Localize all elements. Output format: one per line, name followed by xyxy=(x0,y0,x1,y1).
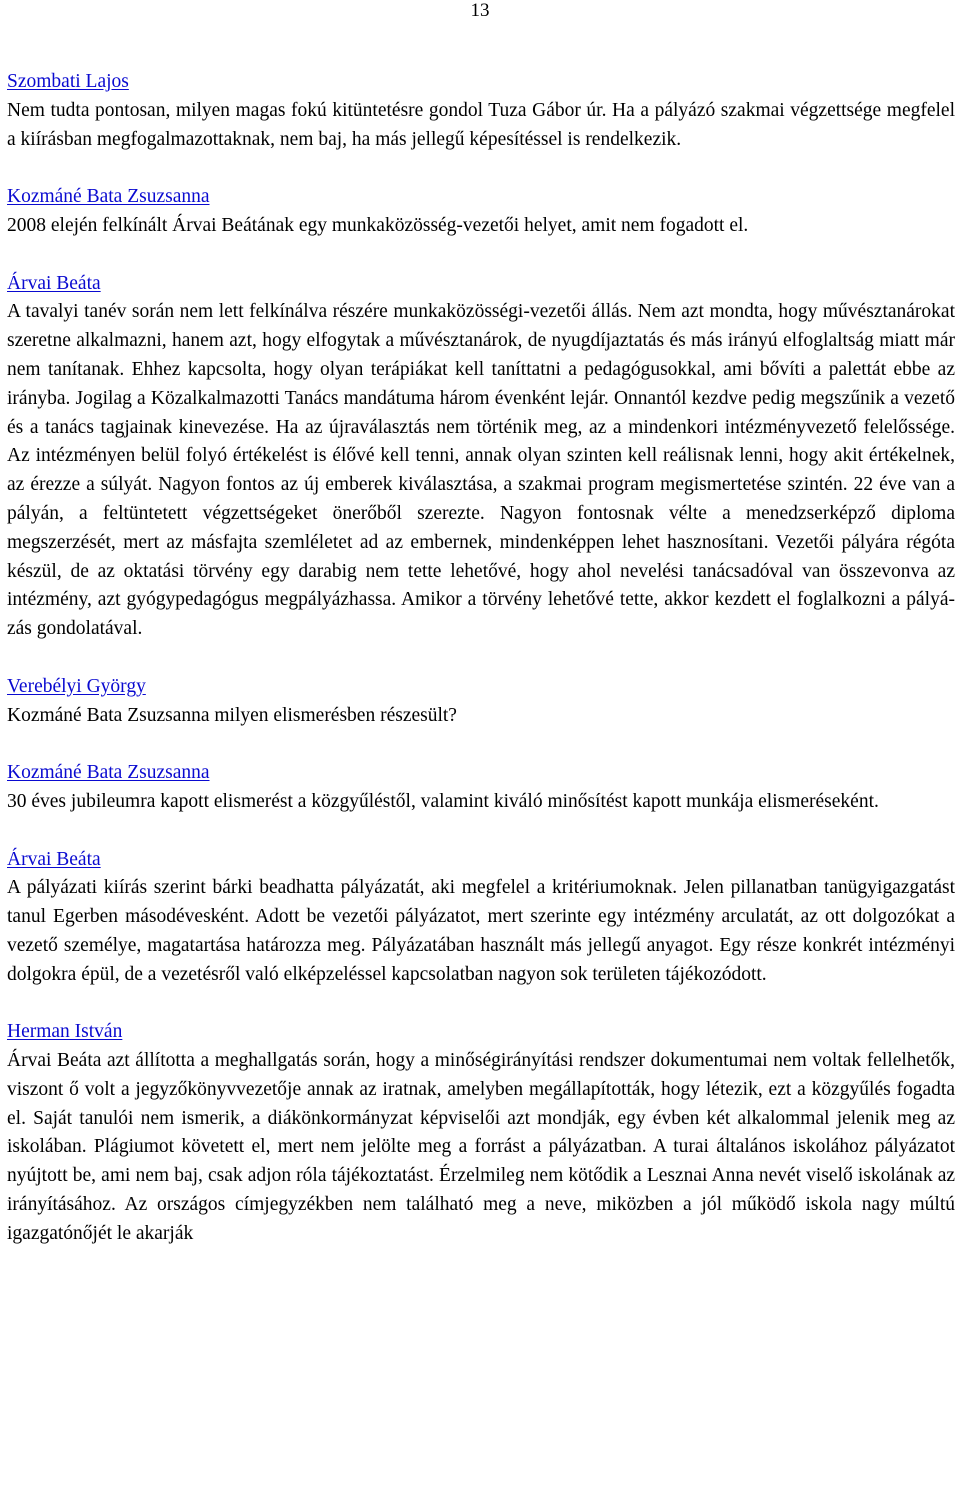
speech-section xyxy=(7,1018,955,1248)
speech-section xyxy=(7,270,955,644)
speaker-name: Kozmáné Bata Zsuzsanna xyxy=(7,762,210,784)
speaker-name: Árvai Beáta xyxy=(7,272,101,294)
speech-section xyxy=(7,846,955,990)
speech-text: 2008 elején felkínált Árvai Beátának egy munkaközösség-vezetői helyet, amit nem fogadott el. xyxy=(7,214,749,236)
speech-text: 30 éves jubileumra kapott elismerést a közgyűléstől, valamint kiváló minősítést kapott munkája elismeréseként. xyxy=(7,790,879,812)
speech-text: Árvai Beáta azt állította a meghallgatás során, hogy a minőségirányítási rendszer dokumentumai nem voltak fellelhetők, viszont ő volt a jegyzőkönyvvezetője annak az iratnak, amelyben megállapították, hogy létezik, ezt a közgyűlés fogadta el. Saját tanulói nem ismerik, a diákönkormányzat képviselői azt mondják, egy évben két alkalommal jelenik meg az iskolában. Plágiumot követett el, mert nem jelölte meg a forrást a pályázatban. A turai általános iskolához pályázatot nyújtott be, ami nem baj, csak adjon róla tájékoztatást. Érzelmileg nem kötődik a Lesznai Anna nevét viselő iskolának az irányításához. Az országos címjegyzékben nem található meg a neve, miközben a jól működő iskola nagy múltú igazgatónőjét le akarják xyxy=(7,1050,955,1244)
speech-text: Kozmáné Bata Zsuzsanna milyen elismerésben részesült? xyxy=(7,704,457,726)
speech-text: A tavalyi tanév során nem lett felkínálva részére munkaközösségi-vezetői állás. Nem azt mondta, hogy művésztanárokat szeretne alkalmazni, hanem azt, hogy elfogytak a művésztanárok, de nyugdíjaztatás és más irányú elfoglaltság miatt már nem tanítanak. Ehhez kapcsolta, hogy olyan terápiákat kell taníttatni a pedagógusokkal, ami bővíti a palettát ebbe az irányba. Jogilag a Közalkalmazotti Tanács mandátuma három évenként lejár. Onnantól kezdve pedig megszűnik a vezető és a tanács tagjainak kinevezése. Ha az újraválasztás nem történik meg, az a mindenkori intézményvezető felelőssége. Az intézményen belül folyó értékelést is élővé kell tenni, annak olyan szinten kell reálisnak lenni, hogy akit értékelnek, az érezze a súlyát. Nagyon fontos az új emberek kiválasztása, a szakmai program megismertetése szintén. 22 éve van a pályán, a feltüntetett végzettségeket önerőből szerezte. Nagyon fontosnak vélte a menedzserképző diploma megszerzését, mert az másfajta szemléletet ad az embernek, mindenképpen lehet hasznosítani. Vezetői pályára régóta készül, de az oktatási törvény egy darabig nem tette lehetővé, hogy ahol nevelési tanácsadóval van összevonva az intézmény, azt gyógypedagógus megpályázhassa. Amikor a törvény lehetővé tette, akkor kezdett el foglalkozni a pályázás gondolatával. xyxy=(7,301,955,640)
speech-section xyxy=(7,673,955,731)
speech-section xyxy=(7,183,955,241)
speech-section xyxy=(7,68,955,154)
speech-section xyxy=(7,759,955,817)
page-number: 13 xyxy=(470,0,490,21)
speaker-name: Verebélyi György xyxy=(7,675,146,697)
speech-text: A pályázati kiírás szerint bárki beadhatta pályázatát, aki megfelel a kritériumoknak. Jelen pillanatban tanügyigazgatást tanul Egerben másodévesként. Adott be vezetői pályázatot, mert szerinte egy intézmény arculatát, az ott dolgozókat a vezető személye, magatartása határozza meg. Pályázatában használt más jellegű anyagot. Egy része konkrét intézményi dolgokra épül, de a vezetésről való elképzeléssel kapcsolatban nagyon sok területen tájékozódott. xyxy=(7,877,955,985)
speaker-name: Árvai Beáta xyxy=(7,848,101,870)
speaker-name: Szombati Lajos xyxy=(7,71,129,92)
document-body xyxy=(7,68,955,1249)
speech-text: Nem tudta pontosan, milyen magas fokú kitüntetésre gondol Tuza Gábor úr. Ha a pályázó szakmai végzettsége megfelel a kiírásban megfogalmazottaknak, nem baj, ha más jellegű képesítéssel is rendelkezik. xyxy=(7,99,955,150)
speaker-name: Herman István xyxy=(7,1021,123,1043)
speaker-name: Kozmáné Bata Zsuzsanna xyxy=(7,186,210,208)
